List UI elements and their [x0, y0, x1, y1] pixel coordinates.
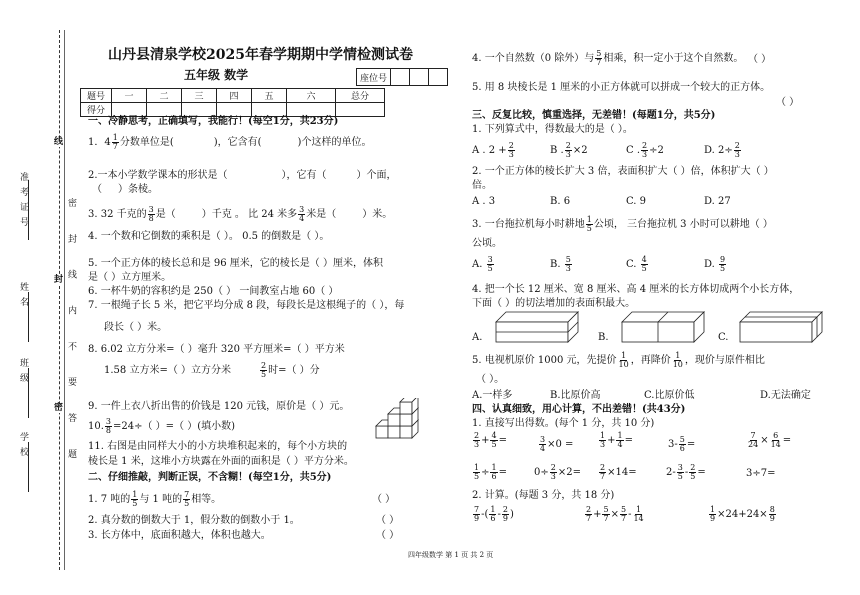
- page-footer: 四年级数学 第 1 页 共 2 页: [408, 551, 494, 559]
- question-1-8: 8. 6.02 立方分米=（ ）毫升 320 平方厘米=（ ）平方米: [88, 344, 345, 355]
- question-2-4: 4. 一个自然数（0 除外）与 $\frac{5}{7}$ 相乘，积一定小于这个自然数。: [472, 49, 744, 67]
- score-cell[interactable]: [287, 103, 336, 117]
- seat-label: 座位号: [357, 69, 391, 86]
- judge-answer-4[interactable]: （ ）: [748, 54, 772, 65]
- question-3-3: 3. 一台拖拉机每小时耕地 $\frac{1}{5}$ 公顷， 三台拖拉机 3 小时可以耕地（ ）: [472, 215, 773, 233]
- calc-item: 0÷ $\frac{2}{3}$ ×2=: [534, 463, 581, 481]
- class-field[interactable]: [28, 368, 29, 418]
- question-1-5: 5. 一个正方体的棱长总和是 96 厘米，它的棱长是（ ）厘米，体积: [88, 258, 383, 269]
- judge-answer-3[interactable]: （ ）: [376, 530, 400, 541]
- score-table: [80, 88, 385, 117]
- score-header-cell: 六: [287, 89, 336, 103]
- question-3-5-option-c[interactable]: C.比原价低: [644, 390, 695, 401]
- score-header-cell: 四: [217, 89, 252, 103]
- seat-cell-2[interactable]: [410, 69, 429, 86]
- question-3-4-option-b[interactable]: B.: [598, 332, 609, 343]
- question-1-7-line2: 段长（ ）米。: [104, 322, 168, 333]
- seat-number-box: [356, 68, 448, 86]
- question-3-1-option-b[interactable]: B . $\frac{2}{3}$ ×2: [550, 141, 588, 159]
- calc-item: $\frac{1}{9}$ ×24+24× $\frac{8}{9}$: [710, 505, 775, 523]
- question-3-1-option-c[interactable]: C . $\frac{2}{3}$ ÷2: [626, 141, 664, 159]
- score-cell[interactable]: [147, 103, 182, 117]
- question-1-2: 2.一本小学数学课本的形状是（ ），它有（ ）个面，: [88, 170, 397, 181]
- score-header-cell: 题号: [81, 89, 112, 103]
- question-3-3-option-c[interactable]: C. $\frac{4}{5}$: [626, 255, 647, 273]
- question-1-11-line2: 棱长是 1 米，这堆小方块露在外面的面积是（ ）平方分米。: [88, 456, 354, 467]
- question-3-5-option-a[interactable]: A.一样多: [472, 390, 513, 401]
- question-3-5-option-b[interactable]: B.比原价高: [550, 390, 601, 401]
- question-3-1-option-d[interactable]: D. 2÷ $\frac{2}{3}$: [704, 141, 740, 159]
- section-4-title: 四、认真细致，用心计算，不出差错！(共43分): [472, 404, 686, 415]
- seat-cell-3[interactable]: [429, 69, 448, 86]
- question-1-5-line2: 是（ ）立方厘米。: [88, 272, 172, 283]
- binding-label-school: 学校: [18, 432, 28, 462]
- binding-warning: 密 封 线 内 不 要 答 题: [66, 198, 76, 471]
- question-3-2-option-d[interactable]: D. 27: [704, 196, 731, 207]
- question-3-3-line2: 公顷。: [472, 238, 502, 249]
- line-mark-mi: 密: [54, 403, 64, 413]
- question-1-2-line2: （ ）条棱。: [92, 184, 158, 195]
- score-table-score-row: [81, 103, 385, 117]
- score-cell[interactable]: [217, 103, 252, 117]
- calc-item: $\frac{1}{3}$ + $\frac{1}{4}$ =: [600, 431, 633, 449]
- section-3-title: 三、反复比较，慎重选择，无差错！(每题1分，共5分): [472, 110, 716, 121]
- question-3-2: 2. 一个正方体的棱长扩大 3 倍，表面积扩大（ ）倍，体积扩大（ ）: [472, 166, 774, 177]
- calc-item: $\frac{2}{7}$ + $\frac{5}{7}$ × $\frac{5}{7}$ - $\frac{1}{14}$: [586, 505, 644, 523]
- binding-line-dashed: [59, 30, 60, 570]
- cuboid-cut-a-figure: [494, 310, 580, 344]
- calc-item: 3- $\frac{5}{6}$ =: [668, 435, 696, 453]
- cuboid-cut-b-figure: [620, 310, 706, 344]
- question-3-3-option-b[interactable]: B. $\frac{5}{3}$: [550, 255, 571, 273]
- cuboid-cut-c-figure: [738, 310, 824, 344]
- question-3-5-option-d[interactable]: D.无法确定: [760, 390, 811, 401]
- question-1-1: 1．4 $\frac{1}{7}$ 分数单位是( )，它含有( )个这样的单位。: [88, 133, 372, 151]
- calc-item: $\frac{2}{3}$ + $\frac{4}{5}$ =: [474, 431, 507, 449]
- section-2-title: 二、仔细推敲，判断正误，不含糊！(每空1分，共5分): [88, 472, 332, 483]
- binding-label-exam-id: 准考证号: [18, 172, 28, 232]
- score-cell[interactable]: [112, 103, 147, 117]
- score-table-header-row: [81, 89, 385, 103]
- question-3-4-option-a[interactable]: A.: [472, 332, 483, 343]
- line-mark-feng: 封: [54, 275, 64, 285]
- question-2-5: 5. 用 8 块棱长是 1 厘米的小正方体就可以拼成一个较大的正方体。: [472, 82, 771, 93]
- judge-answer-2[interactable]: （ ）: [376, 515, 400, 526]
- calc-item: 2- $\frac{3}{5}$ - $\frac{2}{5}$ =: [666, 463, 706, 481]
- calc-item: $\frac{3}{4}$ ×0 =: [540, 435, 574, 453]
- score-header-cell: 一: [112, 89, 147, 103]
- question-1-9: 9. 一件上衣八折出售的价钱是 120 元钱，原价是（ ）元。: [88, 401, 350, 412]
- score-header-cell: 三: [182, 89, 217, 103]
- score-cell[interactable]: [252, 103, 287, 117]
- question-3-4: 4. 把一个长 12 厘米、宽 8 厘米、高 4 厘米的长方体切成两个小长方体，: [472, 284, 800, 295]
- seat-cell-1[interactable]: [391, 69, 410, 86]
- score-cell[interactable]: [182, 103, 217, 117]
- question-3-4-line2: 下面（ ）的切法增加的表面积最大。: [472, 298, 636, 309]
- question-1-10: 10. $\frac{3}{8}$ =24÷（ ）=（ ）(填小数): [88, 417, 236, 435]
- score-row-label: 得分: [81, 103, 112, 117]
- judge-answer-1[interactable]: （ ）: [372, 494, 396, 505]
- question-3-3-option-d[interactable]: D. $\frac{9}{5}$: [704, 255, 726, 273]
- question-3-2-option-b[interactable]: B. 6: [550, 196, 571, 207]
- question-2-3: 3. 长方体中，底面积越大，体积也越大。: [88, 530, 271, 541]
- question-1-8-line2: 1.58 立方米=（ ）立方分米 $\frac{2}{5}$ 时=（ ）分: [104, 361, 320, 379]
- question-3-5: 5. 电视机原价 1000 元，先提价 $\frac{1}{10}$ ，再降价 $\frac{1}{10}$ ，现价与原件相比: [472, 351, 765, 369]
- question-1-7: 7. 一根绳子长 5 米，把它平均分成 8 段，每段长是这根绳子的（ ），每: [88, 300, 405, 311]
- score-header-cell: 二: [147, 89, 182, 103]
- question-4-2: 2. 计算。(每题 3 分，共 18 分): [472, 490, 615, 501]
- school-field[interactable]: [28, 442, 29, 492]
- calc-item: $\frac{7}{24}$ × $\frac{6}{14}$ =: [748, 431, 792, 449]
- line-mark-xian: 线: [54, 137, 64, 147]
- question-3-2-line2: 倍。: [472, 180, 492, 191]
- score-header-cell: 五: [252, 89, 287, 103]
- calc-item: $\frac{2}{7}$ ×14=: [600, 463, 637, 481]
- question-3-2-option-c[interactable]: C. 9: [626, 196, 647, 207]
- binding-label-name: 姓名: [18, 282, 28, 312]
- question-1-6: 6. 一杯牛奶的容积约是 250（ ） 一间教室占地 60（ ）: [88, 286, 339, 297]
- exam-id-field[interactable]: [28, 180, 29, 240]
- question-2-1: 1. 7 吨的 $\frac{1}{5}$ 与 1 吨的 $\frac{7}{5}$ 相等。: [88, 490, 222, 508]
- question-4-1: 1. 直接写出得数。(每个 1 分，共 10 分): [472, 418, 655, 429]
- binding-label-class: 班级: [18, 358, 28, 388]
- question-1-4: 4. 一个数和它倒数的乘积是（ ）。 0.5 的倒数是（ ）。: [88, 231, 330, 242]
- score-header-cell: 总分: [336, 89, 385, 103]
- score-cell[interactable]: [336, 103, 385, 117]
- question-3-1-option-a[interactable]: A . 2 + $\frac{2}{3}$: [472, 141, 514, 159]
- judge-answer-5[interactable]: （ ）: [776, 97, 800, 108]
- question-1-3: 3. 32 千克的 $\frac{3}{8}$ 是（ ）千克 。 比 24 米多 $\frac{3}{4}$ 米是（ ）米。: [88, 205, 393, 223]
- question-2-2: 2. 真分数的倒数大于 1，假分数的倒数小于 1。: [88, 515, 300, 526]
- name-field[interactable]: [28, 292, 29, 342]
- exam-subtitle: 五年级 数学: [184, 68, 249, 82]
- section-1-title: 一、冷静思考，正确填写，我能行！(每空1分，共23分): [88, 116, 339, 127]
- question-3-5-line2: （ ）。: [476, 374, 505, 385]
- exam-title: 山丹县清泉学校2025年春学期期中学情检测试卷: [108, 47, 413, 63]
- calc-item: $\frac{7}{9}$ -( $\frac{1}{6}$ - $\frac{2}{9}$ ): [474, 505, 514, 523]
- binding-line-solid: [64, 30, 65, 570]
- calc-item: 3÷7=: [746, 468, 776, 479]
- cube-stack-figure: [372, 398, 442, 444]
- question-3-2-option-a[interactable]: A . 3: [472, 196, 496, 207]
- question-1-11: 11. 右图是由同样大小的小方块堆积起来的，每个小方块的: [88, 441, 348, 452]
- question-3-3-option-a[interactable]: A. $\frac{3}{5}$: [472, 255, 493, 273]
- question-3-1: 1. 下列算式中，得数最大的是（ ）。: [472, 124, 633, 135]
- question-3-4-option-c[interactable]: C.: [718, 332, 729, 343]
- calc-item: $\frac{1}{5}$ ÷ $\frac{1}{6}$ =: [474, 463, 507, 481]
